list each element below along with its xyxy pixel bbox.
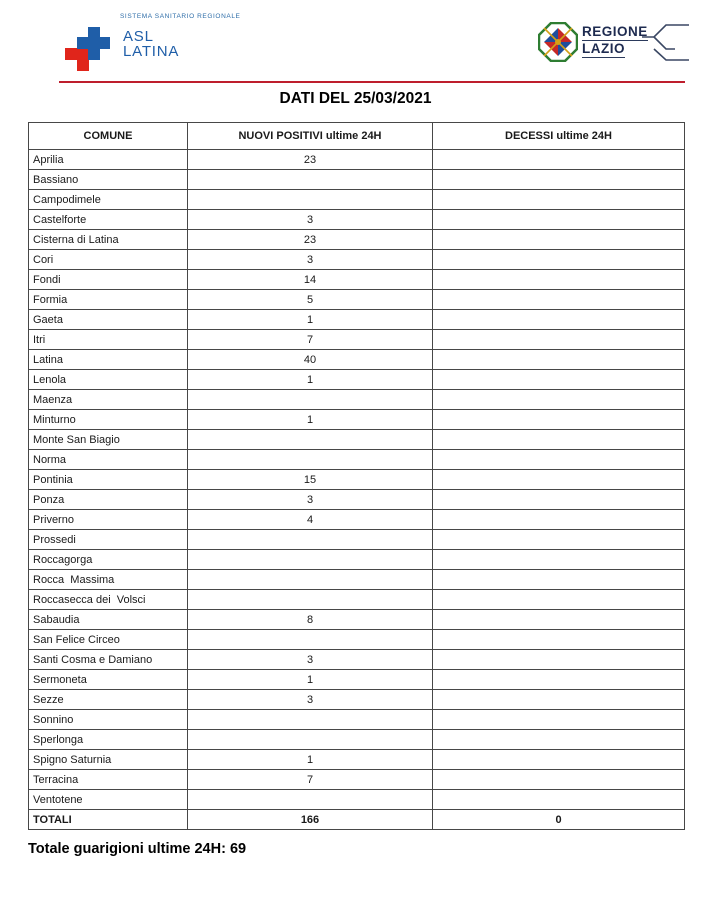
positivi-cell <box>188 590 433 610</box>
table-row <box>29 470 685 490</box>
comune-cell: Gaeta <box>29 310 188 330</box>
positivi-cell: 40 <box>188 350 433 370</box>
col-header-comune: COMUNE <box>29 123 188 150</box>
decessi-cell <box>433 450 685 470</box>
positivi-cell: 1 <box>188 410 433 430</box>
totali-decessi-cell: 0 <box>433 810 685 830</box>
decessi-cell <box>433 470 685 490</box>
table-row <box>29 730 685 750</box>
comune-cell: Bassiano <box>29 170 188 190</box>
col-header-nuovi-positivi: NUOVI POSITIVI ultime 24H <box>188 123 433 150</box>
table-row <box>29 530 685 550</box>
comune-cell: Fondi <box>29 270 188 290</box>
decessi-cell <box>433 550 685 570</box>
positivi-cell: 3 <box>188 650 433 670</box>
lazio-crest-icon <box>538 22 578 62</box>
positivi-cell <box>188 390 433 410</box>
table-header-row <box>29 123 685 150</box>
asl-latina-logo <box>62 13 292 80</box>
decessi-cell <box>433 330 685 350</box>
comune-cell: Maenza <box>29 390 188 410</box>
decessi-cell <box>433 350 685 370</box>
decessi-cell <box>433 310 685 330</box>
positivi-cell: 4 <box>188 510 433 530</box>
lazio-decor-lines-icon <box>642 22 690 64</box>
positivi-cell: 3 <box>188 690 433 710</box>
decessi-cell <box>433 690 685 710</box>
decessi-cell <box>433 390 685 410</box>
table-row <box>29 570 685 590</box>
decessi-cell <box>433 290 685 310</box>
comune-cell: Sermoneta <box>29 670 188 690</box>
decessi-cell <box>433 730 685 750</box>
page-title: DATI DEL 25/03/2021 <box>279 90 432 107</box>
positivi-cell <box>188 530 433 550</box>
regione-lazio-logo <box>538 22 688 66</box>
positivi-cell: 23 <box>188 230 433 250</box>
positivi-cell: 14 <box>188 270 433 290</box>
positivi-cell: 1 <box>188 750 433 770</box>
comune-cell: Norma <box>29 450 188 470</box>
table-row <box>29 650 685 670</box>
positivi-cell <box>188 450 433 470</box>
totali-positivi-cell: 166 <box>188 810 433 830</box>
sistema-sanitario-tagline: SISTEMA SANITARIO REGIONALE <box>120 13 241 20</box>
positivi-cell: 3 <box>188 250 433 270</box>
decessi-cell <box>433 710 685 730</box>
table-row <box>29 150 685 170</box>
decessi-cell <box>433 190 685 210</box>
table-row <box>29 690 685 710</box>
decessi-cell <box>433 490 685 510</box>
table-row <box>29 350 685 370</box>
table-row <box>29 610 685 630</box>
regione-lazio-wordmark <box>582 24 648 58</box>
table-row <box>29 630 685 650</box>
positivi-cell: 1 <box>188 370 433 390</box>
positivi-cell: 3 <box>188 210 433 230</box>
covid-data-table <box>28 122 685 830</box>
decessi-cell <box>433 530 685 550</box>
comune-cell: Ventotene <box>29 790 188 810</box>
table-row <box>29 510 685 530</box>
table-body <box>29 150 685 810</box>
table-total-row <box>29 810 685 830</box>
table-row <box>29 370 685 390</box>
positivi-cell: 15 <box>188 470 433 490</box>
medical-cross-icon <box>64 26 114 74</box>
table-row <box>29 270 685 290</box>
asl-line1: ASL <box>123 28 154 45</box>
header-divider <box>59 81 685 83</box>
comune-cell: Roccasecca dei Volsci <box>29 590 188 610</box>
totali-label-cell: TOTALI <box>29 810 188 830</box>
table-row <box>29 450 685 470</box>
decessi-cell <box>433 510 685 530</box>
table-row <box>29 710 685 730</box>
guarigioni-note: Totale guarigioni ultime 24H: 69 <box>28 841 247 857</box>
lazio-line: LAZIO <box>582 41 625 56</box>
table-row <box>29 250 685 270</box>
comune-cell: Roccagorga <box>29 550 188 570</box>
table-row <box>29 410 685 430</box>
positivi-cell: 8 <box>188 610 433 630</box>
comune-cell: San Felice Circeo <box>29 630 188 650</box>
positivi-cell <box>188 170 433 190</box>
comune-cell: Sperlonga <box>29 730 188 750</box>
table-row <box>29 390 685 410</box>
comune-cell: Sabaudia <box>29 610 188 630</box>
decessi-cell <box>433 610 685 630</box>
table-row <box>29 750 685 770</box>
table-row <box>29 770 685 790</box>
comune-cell: Cisterna di Latina <box>29 230 188 250</box>
decessi-cell <box>433 370 685 390</box>
comune-cell: Lenola <box>29 370 188 390</box>
decessi-cell <box>433 250 685 270</box>
decessi-cell <box>433 670 685 690</box>
table-row <box>29 430 685 450</box>
comune-cell: Campodimele <box>29 190 188 210</box>
table-row <box>29 210 685 230</box>
comune-cell: Pontinia <box>29 470 188 490</box>
positivi-cell <box>188 550 433 570</box>
comune-cell: Monte San Biagio <box>29 430 188 450</box>
comune-cell: Sezze <box>29 690 188 710</box>
decessi-cell <box>433 270 685 290</box>
positivi-cell <box>188 570 433 590</box>
positivi-cell <box>188 730 433 750</box>
comune-cell: Prossedi <box>29 530 188 550</box>
positivi-cell: 1 <box>188 310 433 330</box>
decessi-cell <box>433 750 685 770</box>
decessi-cell <box>433 590 685 610</box>
asl-latina-wordmark <box>123 29 179 59</box>
decessi-cell <box>433 630 685 650</box>
comune-cell: Castelforte <box>29 210 188 230</box>
table-row <box>29 550 685 570</box>
comune-cell: Rocca Massima <box>29 570 188 590</box>
table-row <box>29 790 685 810</box>
decessi-cell <box>433 650 685 670</box>
positivi-cell: 7 <box>188 770 433 790</box>
table-row <box>29 590 685 610</box>
comune-cell: Cori <box>29 250 188 270</box>
positivi-cell: 1 <box>188 670 433 690</box>
table-row <box>29 490 685 510</box>
asl-line2: LATINA <box>123 43 180 60</box>
table-row <box>29 330 685 350</box>
positivi-cell <box>188 430 433 450</box>
comune-cell: Itri <box>29 330 188 350</box>
decessi-cell <box>433 570 685 590</box>
comune-cell: Minturno <box>29 410 188 430</box>
positivi-cell: 23 <box>188 150 433 170</box>
positivi-cell <box>188 190 433 210</box>
decessi-cell <box>433 410 685 430</box>
comune-cell: Aprilia <box>29 150 188 170</box>
table-row <box>29 290 685 310</box>
comune-cell: Terracina <box>29 770 188 790</box>
comune-cell: Spigno Saturnia <box>29 750 188 770</box>
comune-cell: Priverno <box>29 510 188 530</box>
decessi-cell <box>433 770 685 790</box>
decessi-cell <box>433 230 685 250</box>
positivi-cell: 3 <box>188 490 433 510</box>
decessi-cell <box>433 170 685 190</box>
table-row <box>29 230 685 250</box>
comune-cell: Latina <box>29 350 188 370</box>
comune-cell: Sonnino <box>29 710 188 730</box>
table-row <box>29 310 685 330</box>
positivi-cell: 7 <box>188 330 433 350</box>
decessi-cell <box>433 150 685 170</box>
decessi-cell <box>433 210 685 230</box>
positivi-cell <box>188 710 433 730</box>
comune-cell: Santi Cosma e Damiano <box>29 650 188 670</box>
col-header-decessi: DECESSI ultime 24H <box>433 123 685 150</box>
comune-cell: Ponza <box>29 490 188 510</box>
positivi-cell: 5 <box>188 290 433 310</box>
decessi-cell <box>433 430 685 450</box>
table-row <box>29 170 685 190</box>
table-row <box>29 670 685 690</box>
decessi-cell <box>433 790 685 810</box>
positivi-cell <box>188 630 433 650</box>
positivi-cell <box>188 790 433 810</box>
regione-line: REGIONE <box>582 24 648 39</box>
table-row <box>29 190 685 210</box>
comune-cell: Formia <box>29 290 188 310</box>
